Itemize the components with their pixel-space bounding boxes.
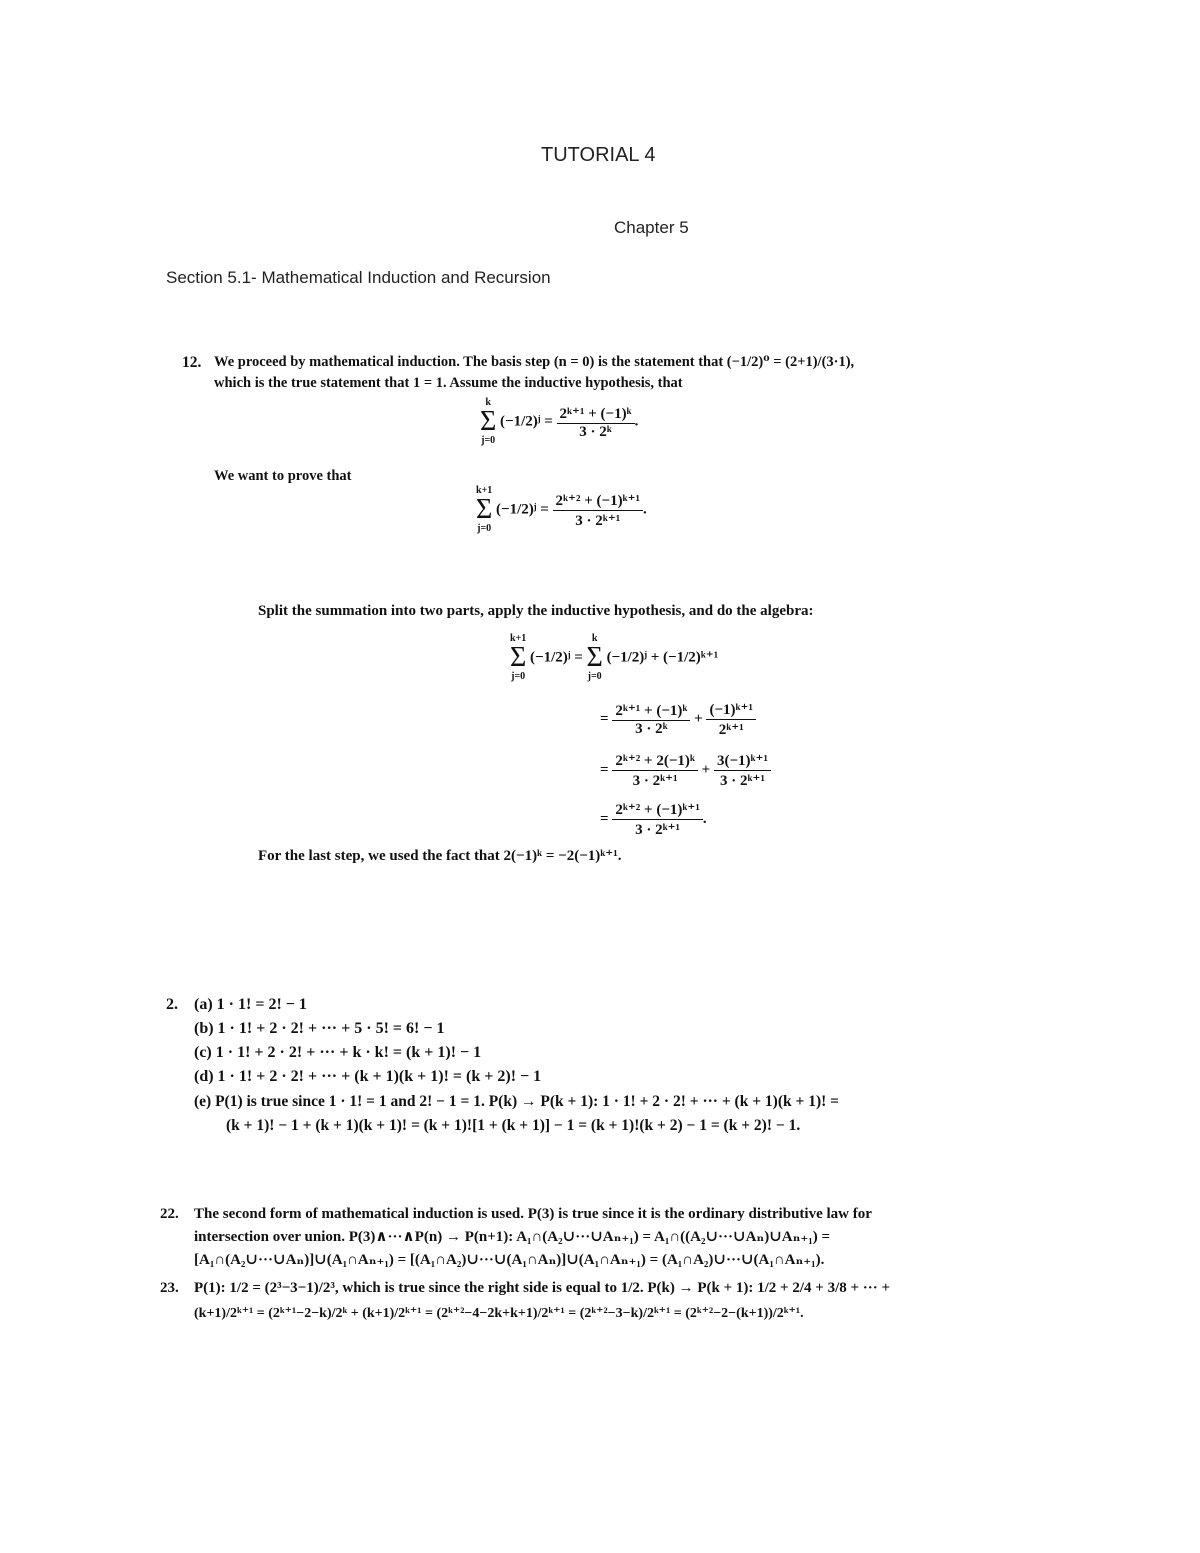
fraction-numerator: 3(−1)ᵏ⁺¹: [714, 751, 771, 771]
problem-number: 22.: [160, 1206, 179, 1222]
problem-text-line: We proceed by mathematical induction. The basis step (n = 0) is the statement that (−1/2)⁰ = (2+1)/(3·1),: [214, 354, 855, 370]
problem-text-line: [A₁∩(A₂∪···∪Aₙ)]∪(A₁∩Aₙ₊₁) = [(A₁∩A₂)∪···∪(A₁∩Aₙ)]∪(A₁∩Aₙ₊₁) = (A₁∩A₂)∪···∪(A₁∩Aₙ₊₁).: [194, 1252, 825, 1268]
problem-text-line: which is the true statement that 1 = 1. Assume the inductive hypothesis, that: [214, 375, 683, 391]
fraction-denominator: 2ᵏ⁺¹: [718, 722, 744, 738]
chapter-label: Chapter 5: [614, 218, 689, 237]
last-step-note: For the last step, we used the fact that 2(−1)ᵏ = −2(−1)ᵏ⁺¹.: [258, 848, 622, 864]
derivation-step-3: = $\frac{\text{2ᵏ⁺² + 2(−1)ᵏ}}{\text{3 · 2ᵏ⁺¹}}$ + $\frac{\text{3(−1)ᵏ⁺¹}}{\text{3 · 2ᵏ⁺¹}}$: [600, 751, 771, 790]
goal-equation: k+1 Σ j=0 (−1/2)ʲ = $\frac{\text{2ᵏ⁺² + (−1)ᵏ⁺¹}}{\text{3 · 2ᵏ⁺¹}}$ .: [476, 485, 647, 534]
fraction-numerator: 2ᵏ⁺² + (−1)ᵏ⁺¹: [612, 800, 703, 820]
hypothesis-denominator: 3 · 2ᵏ: [579, 423, 612, 440]
hypothesis-numerator: 2ᵏ⁺¹ + (−1)ᵏ: [557, 404, 635, 424]
fraction-numerator: 2ᵏ⁺¹ + (−1)ᵏ: [612, 701, 690, 721]
problem-text-line: P(1): 1/2 = (2³−3−1)/2³, which is true since the right side is equal to 1/2. P(k) → P(k + 1): 1/2 + 2/4 + 3/8 + ··· +: [194, 1280, 891, 1296]
hypothesis-lhs: (−1/2)ʲ =: [500, 413, 553, 430]
problem-number: 2.: [166, 996, 178, 1013]
page-title: TUTORIAL 4: [541, 144, 656, 166]
section-heading: Section 5.1- Mathematical Induction and Recursion: [166, 268, 551, 287]
problem-number: 23.: [160, 1280, 179, 1296]
part-e-continued: (k + 1)! − 1 + (k + 1)(k + 1)! = (k + 1)![1 + (k + 1)] − 1 = (k + 1)!(k + 2) − 1 = (k + 2)! − 1.: [226, 1117, 801, 1134]
want-to-prove: We want to prove that: [214, 468, 352, 484]
derivation-step-4: = $\frac{\text{2ᵏ⁺² + (−1)ᵏ⁺¹}}{\text{3 · 2ᵏ⁺¹}}$ .: [600, 802, 707, 838]
problem-text-line: The second form of mathematical induction is used. P(3) is true since it is the ordinary distributive law for: [194, 1206, 872, 1222]
problem-number: 12.: [182, 354, 202, 371]
part-d: (d) 1 · 1! + 2 · 2! + ··· + (k + 1)(k + 1)! = (k + 2)! − 1: [194, 1068, 542, 1085]
hypothesis-equation: k Σ j=0 (−1/2)ʲ = $\frac{\text{2ᵏ⁺¹ + (−1)ᵏ}}{\text{3 · 2ᵏ}}$ .: [480, 397, 639, 446]
fraction-denominator: 3 · 2ᵏ⁺¹: [635, 822, 681, 838]
part-a: (a) 1 · 1! = 2! − 1: [194, 996, 307, 1013]
part-c: (c) 1 · 1! + 2 · 2! + ··· + k · k! = (k + 1)! − 1: [194, 1044, 482, 1061]
part-e: (e) P(1) is true since 1 · 1! = 1 and 2! − 1 = 1. P(k) → P(k + 1): 1 · 1! + 2 · 2! + ··· + (k + 1)(k + 1)! =: [194, 1093, 839, 1110]
goal-numerator: 2ᵏ⁺² + (−1)ᵏ⁺¹: [553, 491, 644, 511]
fraction-denominator: 3 · 2ᵏ⁺¹: [632, 773, 678, 789]
fraction-numerator: (−1)ᵏ⁺¹: [706, 700, 756, 720]
fraction-denominator: 3 · 2ᵏ⁺¹: [719, 773, 765, 789]
problem-text-line: (k+1)/2ᵏ⁺¹ = (2ᵏ⁺¹−2−k)/2ᵏ + (k+1)/2ᵏ⁺¹ = (2ᵏ⁺²−4−2k+k+1)/2ᵏ⁺¹ = (2ᵏ⁺²−3−k)/2ᵏ⁺¹ = (2ᵏ⁺²−2−(k+1))/2ᵏ⁺¹.: [194, 1306, 804, 1321]
part-b: (b) 1 · 1! + 2 · 2! + ··· + 5 · 5! = 6! − 1: [194, 1020, 445, 1037]
derivation-step-2: = $\frac{\text{2ᵏ⁺¹ + (−1)ᵏ}}{\text{3 · 2ᵏ}}$ + $\frac{\text{(−1)ᵏ⁺¹}}{\text{2ᵏ⁺¹}}$: [600, 700, 756, 739]
fraction-denominator: 3 · 2ᵏ: [635, 721, 668, 737]
goal-denominator: 3 · 2ᵏ⁺¹: [575, 512, 621, 529]
split-text: Split the summation into two parts, apply the inductive hypothesis, and do the algebra:: [258, 603, 814, 619]
problem-text-line: intersection over union. P(3)∧···∧P(n) → P(n+1): A₁∩(A₂∪···∪Aₙ₊₁) = A₁∩((A₂∪···∪Aₙ)∪Aₙ₊₁) =: [194, 1229, 831, 1245]
derivation-step-1: k+1 Σ j=0 (−1/2)ʲ = k Σ j=0 (−1/2)ʲ + (−1/2)ᵏ⁺¹: [510, 633, 719, 682]
fraction-numerator: 2ᵏ⁺² + 2(−1)ᵏ: [612, 751, 698, 771]
